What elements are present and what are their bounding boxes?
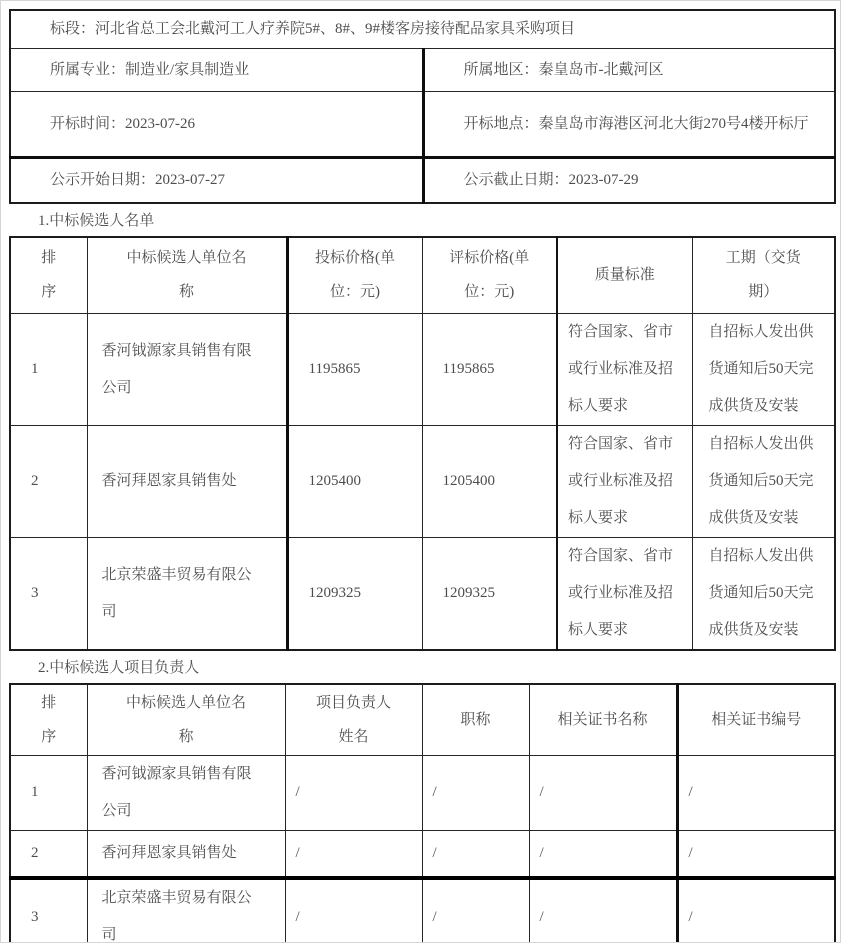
region-value: 秦皇岛市-北戴河区 [538,61,664,78]
header-rank: 排序 [10,237,87,314]
header-eval-price: 评标价格(单位：元) [422,237,557,314]
info-cell-region [423,49,835,92]
rank-cell: 2 [10,426,87,538]
cert-name-cell: / [529,878,677,943]
bid-section-text [12,12,833,47]
section2-title: 2.中标候选人项目负责人 [38,660,200,676]
delivery-cell: 自招标人发出供货通知后50天完成供货及安装 [692,314,835,426]
info-cell-industry [10,49,423,92]
cert-no-cell: / [677,878,835,943]
publicity-end-text [426,163,834,198]
candidate-name-cell: 香河钺源家具销售有限公司 [87,755,285,830]
candidate-name-cell: 香河拜恩家具销售处 [87,830,285,878]
bid-section-value: 河北省总工会北戴河工人疗养院5#、8#、9#楼客房接待配品家具采购项目 [95,21,576,37]
region-text [426,53,834,88]
eval-price-cell: 1209325 [422,538,557,651]
table-row [10,158,835,203]
candidate-name-cell: 香河钺源家具销售有限公司 [87,314,287,426]
table-row [10,426,835,538]
header-bid-price: 投标价格(单位：元) [287,237,422,314]
header-quality: 质量标准 [557,237,692,314]
industry-value: 制造业/家具制造业 [125,61,250,78]
publicity-start-value: 2023-07-27 [155,171,226,188]
header-cert-name: 相关证书名称 [529,684,677,755]
cert-name-cell: / [529,755,677,830]
info-cell-publicity-start [10,158,423,203]
table-row [10,314,835,426]
bid-price-cell: 1195865 [287,314,422,426]
open-place-value: 秦皇岛市海港区河北大街270号4楼开标厅 [538,115,809,132]
job-title-cell: / [422,755,529,830]
section1-title: 1.中标候选人名单 [38,212,155,229]
info-cell-open-place [423,92,835,158]
open-time-label: 开标时间： [50,115,126,132]
eval-price-cell: 1205400 [422,426,557,538]
manager-name-cell: / [285,878,422,943]
candidate-name-cell: 北京荣盛丰贸易有限公司 [87,878,285,943]
header-candidate-name: 中标候选人单位名称 [87,684,285,755]
publicity-end-value: 2023-07-29 [568,171,639,188]
info-cell-open-time [10,92,423,158]
open-time-text [12,107,421,142]
manager-name-cell: / [285,830,422,878]
job-title-cell: / [422,830,529,878]
rank-cell: 3 [10,878,87,943]
bid-price-cell: 1209325 [287,538,422,651]
rank-cell: 1 [10,314,87,426]
open-place-text [426,107,834,142]
header-manager-name: 项目负责人姓名 [285,684,422,755]
info-cell-bid-section [10,10,835,49]
cert-no-cell: / [677,830,835,878]
table-row [10,49,835,92]
quality-cell: 符合国家、省市或行业标准及招标人要求 [557,426,692,538]
table-row [10,92,835,158]
table-row [10,878,835,943]
delivery-cell: 自招标人发出供货通知后50天完成供货及安装 [692,538,835,651]
bid-section-label: 标段： [50,21,96,37]
industry-label: 所属专业： [50,61,126,78]
table-row [10,538,835,651]
manager-name-cell: / [285,755,422,830]
eval-price-cell: 1195865 [422,314,557,426]
header-delivery-period: 工期（交货期） [692,237,835,314]
cert-no-cell: / [677,755,835,830]
bid-price-cell: 1205400 [287,426,422,538]
table-header-row [10,237,835,314]
publicity-start-text [12,163,421,198]
open-time-value: 2023-07-26 [125,115,196,132]
quality-cell: 符合国家、省市或行业标准及招标人要求 [557,538,692,651]
publicity-start-label: 公示开始日期： [50,171,156,188]
header-candidate-name: 中标候选人单位名称 [87,237,287,314]
rank-cell: 3 [10,538,87,651]
header-job-title: 职称 [422,684,529,755]
header-rank: 排序 [10,684,87,755]
rank-cell: 2 [10,830,87,878]
candidates-table [9,236,836,652]
quality-cell: 符合国家、省市或行业标准及招标人要求 [557,314,692,426]
job-title-cell: / [422,878,529,943]
open-place-label: 开标地点： [463,115,539,132]
candidate-name-cell: 北京荣盛丰贸易有限公司 [87,538,287,651]
region-label: 所属地区： [463,61,539,78]
rank-cell: 1 [10,755,87,830]
project-managers-table [9,683,836,943]
header-cert-no: 相关证书编号 [677,684,835,755]
table-row [10,10,835,49]
project-info-table [9,9,836,204]
info-cell-publicity-end [423,158,835,203]
publicity-end-label: 公示截止日期： [463,171,569,188]
table-header-row [10,684,835,755]
candidate-name-cell: 香河拜恩家具销售处 [87,426,287,538]
table-row [10,830,835,878]
table-row [10,755,835,830]
delivery-cell: 自招标人发出供货通知后50天完成供货及安装 [692,426,835,538]
cert-name-cell: / [529,830,677,878]
industry-text [12,53,421,88]
